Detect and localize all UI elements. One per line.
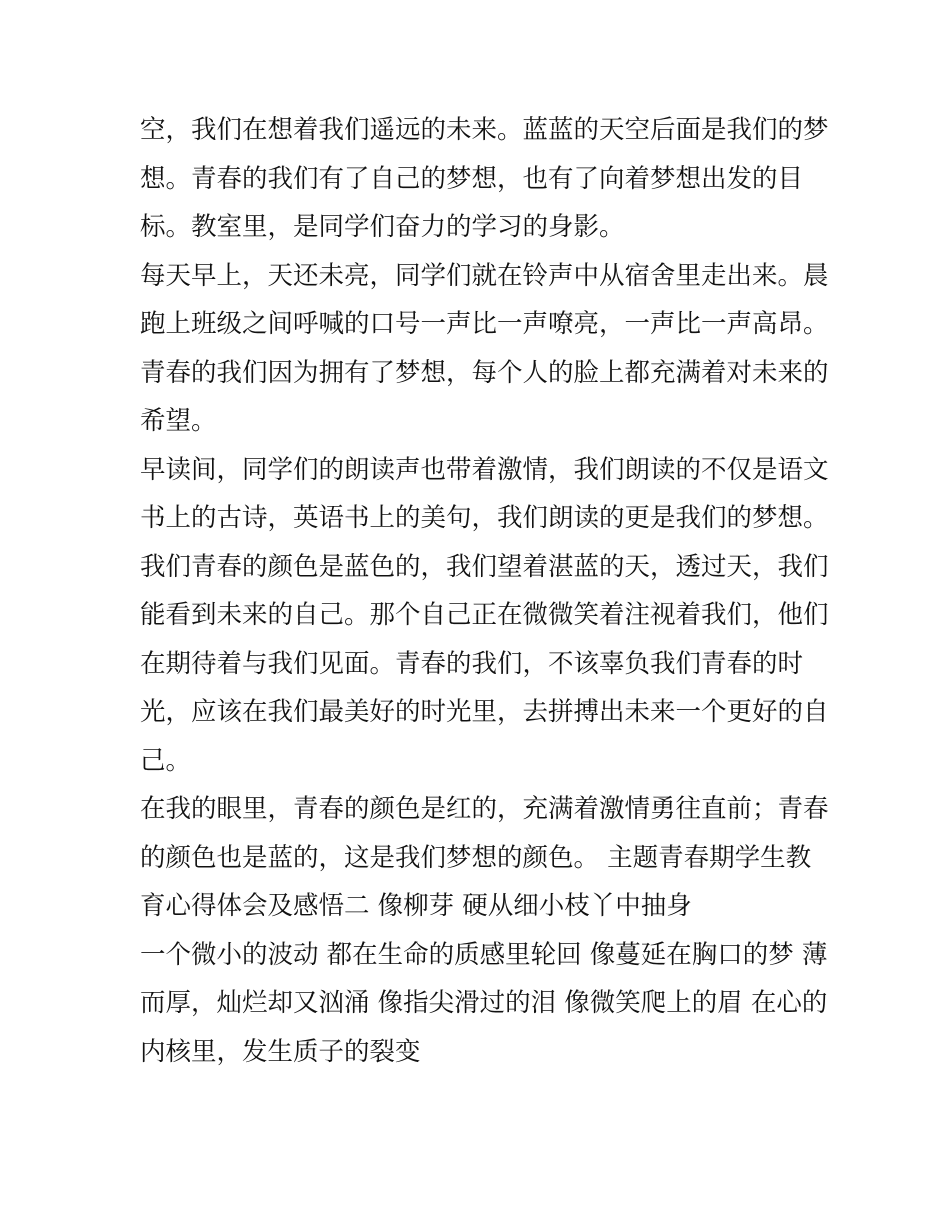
text-line: 标。教室里，是同学们奋力的学习的身影。 — [140, 212, 625, 242]
text-line: 己。 — [140, 745, 192, 776]
text-line: 在期待着与我们见面。青春的我们，不该辜负我们青春的时 — [140, 648, 804, 679]
text-line: 我们青春的颜色是蓝色的，我们望着湛蓝的天，透过天，我们 — [140, 551, 829, 582]
document-body — [140, 106, 829, 1076]
text-line: 在我的眼里，青春的颜色是红的，充满着激情勇往直前；青春 — [140, 794, 829, 824]
text-line: 光，应该在我们最美好的时光里，去拼搏出未来一个更好的自 — [140, 697, 829, 727]
text-line: 育心得体会及感悟二 像柳芽 硬从细小枝丫中抽身 — [140, 891, 692, 921]
text-line: 跑上班级之间呼喊的口号一声比一声嘹亮，一声比一声高昂。 — [140, 309, 829, 339]
text-line: 能看到未来的自己。那个自己正在微微笑着注视着我们，他们 — [140, 600, 829, 630]
text-line: 青春的我们因为拥有了梦想，每个人的脸上都充满着对未来的 — [140, 357, 829, 388]
text-line: 内核里，发生质子的裂变 — [140, 1036, 421, 1067]
text-line: 想。青春的我们有了自己的梦想，也有了向着梦想出发的目 — [140, 163, 804, 194]
text-line: 的颜色也是蓝的，这是我们梦想的颜色。 主题青春期学生教 — [140, 842, 812, 873]
text-line: 而厚，灿烂却又汹涌 像指尖滑过的泪 像微笑爬上的眉 在心的 — [140, 988, 828, 1018]
text-line: 书上的古诗，英语书上的美句，我们朗读的更是我们的梦想。 — [140, 503, 829, 533]
text-line: 每天早上，天还未亮，同学们就在铃声中从宿舍里走出来。晨 — [140, 260, 829, 291]
text-line: 空，我们在想着我们遥远的未来。蓝蓝的天空后面是我们的梦 — [140, 115, 829, 145]
text-line: 早读间，同学们的朗读声也带着激情，我们朗读的不仅是语文 — [140, 454, 829, 485]
text-line: 希望。 — [140, 406, 217, 436]
text-line: 一个微小的波动 都在生命的质感里轮回 像蔓延在胸口的梦 薄 — [140, 939, 828, 970]
